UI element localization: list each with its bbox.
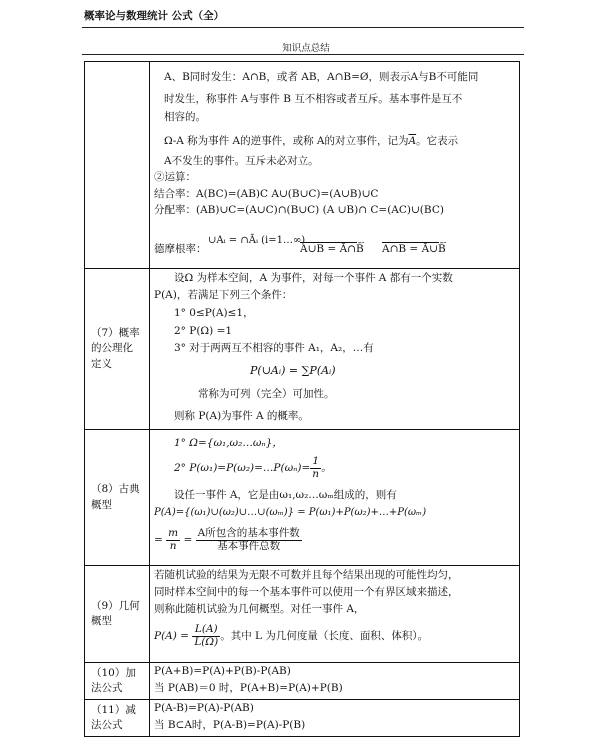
- text-line: A、B同时发生：A∩B，或者 AB，A∩B=Ø，则表示A与B不可能同: [164, 71, 479, 83]
- header-rule-top: [82, 27, 524, 28]
- addition-special-case: 当 P(AB)＝0 时，P(A+B)=P(A)+P(B): [154, 682, 343, 694]
- fraction-denominator: 基本事件总数: [217, 539, 281, 552]
- row-label-text: （7）概率的公理化定义: [91, 327, 140, 370]
- table-row: [85, 700, 520, 737]
- text-line: 相容的。: [164, 111, 206, 123]
- axiom-1: 1° 0≤P(A)≤1，: [174, 307, 254, 319]
- demorgan-formula-3: A∩B = Ā∪B̄: [382, 243, 446, 255]
- row-content: [150, 663, 520, 700]
- row-label-text: （11）减法公式: [91, 703, 136, 731]
- fraction: [196, 528, 302, 552]
- row-label-text: （9）几何概型: [91, 599, 140, 627]
- text-span: 2° P(ω₁)=P(ω₂)=…P(ωₙ)=: [174, 462, 311, 475]
- row-label: [85, 62, 150, 269]
- equal-probability-formula: [174, 456, 332, 480]
- text-span: P(A) =: [154, 630, 189, 643]
- text-span: =: [154, 534, 163, 547]
- text-line: 设Ω 为样本空间，A 为事件，对每一个事件 A 都有一个实数: [174, 272, 453, 284]
- row-label-text: （10）加法公式: [91, 666, 136, 694]
- row-content: [150, 700, 520, 737]
- row-content: [150, 269, 520, 430]
- text-line: 则称此随机试验为几何概型。对任一事件 A，: [154, 603, 365, 615]
- demorgan-label: 德摩根率：: [154, 243, 207, 255]
- distributive-law: 分配率：(AB)∪C=(A∪C)∩(B∪C) (A ∪B)∩ C=(AC)∪(BC): [154, 204, 444, 216]
- row-content: [150, 430, 520, 566]
- fraction-numerator: A所包含的基本事件数: [197, 527, 300, 539]
- row-label: [85, 663, 150, 700]
- ratio-formula: [154, 528, 302, 552]
- fraction-denominator: n: [169, 539, 177, 552]
- fraction: [310, 456, 321, 480]
- document-title: 概率论与数理统计 公式（全）: [84, 10, 225, 22]
- table-row: [85, 566, 520, 663]
- classical-prob-formula: P(A)={(ω₁)∪(ω₂)∪…∪(ωₘ)} = P(ω₁)+P(ω₂)+…+P(ωₘ): [154, 507, 427, 518]
- fraction: [166, 528, 180, 552]
- subtraction-formula: P(A-B)=P(A)-P(AB): [154, 702, 254, 714]
- text-line: 设任一事件 A，它是由ω₁,ω₂…ωₘ组成的，则有: [174, 489, 397, 501]
- fraction-denominator: L(Ω): [194, 635, 219, 648]
- row-label: [85, 700, 150, 737]
- text-span: =: [183, 534, 193, 547]
- text-line: 常称为可列（完全）可加性。: [198, 388, 335, 400]
- row-label-text: （8）古典概型: [91, 483, 140, 511]
- text-span: 。其中 L 为几何度量（长度、面积、体积）。: [220, 630, 429, 643]
- text-span: 。它表示: [416, 135, 459, 147]
- fraction-numerator: 1: [310, 456, 321, 469]
- text-line: 同时样本空间中的每一个基本事件可以使用一个有界区域来描述，: [154, 586, 459, 598]
- row-label: [85, 566, 150, 663]
- addition-formula: P(A+B)=P(A)+P(B)-P(AB): [154, 665, 291, 677]
- demorgan-formula-1: ∪Aᵢ = ∩Āᵢ (i=1…∞): [208, 235, 306, 246]
- document-subtitle: 知识点总结: [282, 43, 330, 54]
- axiom-2: 2° P(Ω) =1: [174, 325, 233, 337]
- table-row: [85, 430, 520, 566]
- header-rule-bottom: [82, 54, 524, 55]
- demorgan-formula-2: A∪B = Ā∩B̄: [300, 243, 364, 255]
- text-line: 时发生，称事件 A与事件 B 互不相容或者互斥。基本事件是互不: [164, 93, 463, 105]
- fraction-numerator: L(A): [192, 624, 220, 637]
- fraction-numerator: m: [168, 527, 179, 539]
- formula-table: [84, 61, 520, 737]
- row-content: [150, 566, 520, 663]
- text-line: ②运算：: [154, 171, 196, 183]
- fraction-denominator: n: [312, 467, 320, 480]
- table-row: [85, 62, 520, 269]
- text-span: 。: [321, 462, 332, 475]
- text-line: A不发生的事件。互斥未必对立。: [164, 155, 319, 167]
- text-span: Ω-A 称为事件 A的逆事件，或称 A的对立事件，记为: [164, 135, 409, 147]
- fraction: [192, 624, 220, 648]
- sample-space-formula: 1° Ω={ω₁,ω₂…ωₙ}，: [174, 437, 283, 449]
- countable-additivity-formula: P(∪Aᵢ) = ∑P(Aᵢ): [250, 364, 336, 377]
- row-label: [85, 430, 150, 566]
- row-content: [150, 62, 520, 269]
- text-line: [164, 134, 458, 149]
- complement-symbol: $\overline{A}$: [408, 135, 417, 147]
- text-line: P(A)，若满足下列三个条件：: [154, 289, 293, 301]
- associative-law: 结合率：A(BC)=(AB)C A∪(B∪C)=(A∪B)∪C: [154, 188, 379, 200]
- axiom-3: 3° 对于两两互不相容的事件 A₁，A₂，…有: [174, 342, 374, 354]
- table-row: [85, 269, 520, 430]
- text-line: 若随机试验的结果为无限不可数并且每个结果出现的可能性均匀，: [154, 569, 459, 581]
- text-line: 则称 P(A)为事件 A 的概率。: [174, 410, 309, 422]
- geometric-prob-formula: [154, 624, 428, 648]
- row-label: [85, 269, 150, 430]
- table-row: [85, 663, 520, 700]
- subtraction-special-case: 当 B⊂A时，P(A-B)=P(A)-P(B): [154, 719, 306, 731]
